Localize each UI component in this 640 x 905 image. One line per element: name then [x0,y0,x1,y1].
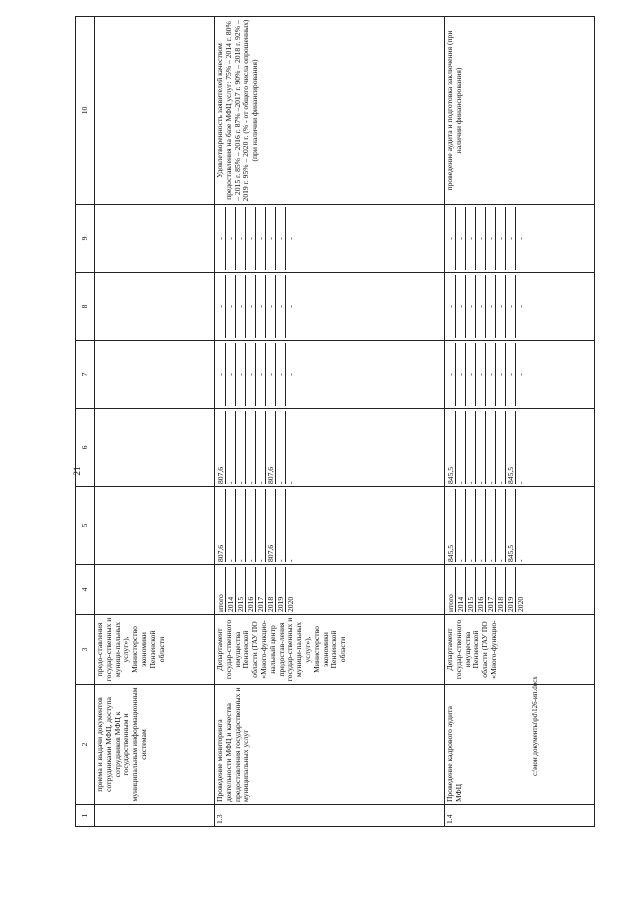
cell-num [95,805,215,827]
cell-result: проведение аудита и подготовка заключения (при наличии финансирования) [445,17,595,205]
stack-line: - [516,559,525,562]
stack-line: - [496,343,506,406]
stack-line: - [496,489,506,562]
cell-col9 [445,205,595,273]
stack-line: 2016 [476,567,486,612]
stack-line: - [506,207,516,270]
stack-line: - [446,207,456,270]
stack-line: - [236,275,246,338]
stack-line: - [496,275,506,338]
cell-col7 [215,341,445,409]
col-header-10: 10 [76,17,95,205]
stack-line: - [476,411,486,484]
stack-line: 2017 [486,567,496,612]
cell-executor: Департамент государ-ственного имущества Пензенской области (ГАУ ПО «Много-функцио-нальный центр предостав-ления государ-ственных и муници-пальных услуг»), Министерство экономики Пензенской области [215,615,445,685]
cell-col8 [215,273,445,341]
stack-line: - [246,207,256,270]
stack-line: - [466,343,476,406]
stack-line: 2019 [506,567,516,612]
stack-line: - [216,275,226,338]
stack-line: - [266,275,276,338]
col-header-7: 7 [76,341,95,409]
stack-line: итого [446,567,456,612]
stack-line: - [266,207,276,270]
stack-line: - [476,207,486,270]
stack-line: - [216,207,226,270]
stack-line: - [226,275,236,338]
cell-col8 [95,273,215,341]
page-number: 21 [72,466,82,476]
cell-years [215,565,445,615]
stack-line: - [456,343,466,406]
stack-line: 2020 [516,596,525,612]
stack-line: - [276,489,286,562]
stack-line: - [516,481,525,484]
stack-line: - [246,411,256,484]
stack-line: 807,6 [266,489,276,562]
cell-action: приема и выдачи документов сотрудниками МФЦ, доступа сотрудников МФЦ к государственным и муниципальным информационным системам [95,685,215,805]
stack-line: - [236,411,246,484]
stack-line: - [516,373,525,376]
stack-line: - [456,207,466,270]
stack-line: 807,6 [216,489,226,562]
footer-file-path: c:\мои документы\pd\126-ип.docx [531,676,539,776]
cell-num: 1.3 [215,805,445,827]
stack-line: - [476,489,486,562]
col-header-3: 3 [76,615,95,685]
stack-line: - [506,275,516,338]
stack-line: - [286,237,295,240]
stack-line: 845,5 [506,489,516,562]
cell-regional [95,409,215,487]
col-header-8: 8 [76,273,95,341]
stack-line: 845,5 [446,489,456,562]
stack-line: - [276,275,286,338]
cell-result: Удовлетворенность заявителей качеством предоставления на базе МФЦ услуг: 75% – 2014 г. 80% – 2015 г. 85% – 2016 г. 87% –2017 г. 90% – 2018 г. 92% – 2019 г. 95% – 2020 г. (% - от общего числа опрошенных) (при наличии финансирования) [215,17,445,205]
stack-line: - [286,481,295,484]
cell-col9 [215,205,445,273]
stack-line: итого [216,567,226,612]
stack-line: - [256,207,266,270]
stack-line: 2014 [456,567,466,612]
col-header-1: 1 [76,805,95,827]
stack-line: 2018 [496,567,506,612]
stack-line: - [486,343,496,406]
cell-action: Проведение кадрового аудита МФЦ [445,685,595,805]
stack-line: - [276,411,286,484]
stack-line: - [446,275,456,338]
stack-line: - [486,275,496,338]
stack-line: 2015 [466,567,476,612]
table-row-1-3 [215,17,445,827]
cell-total [215,487,445,565]
col-header-6: 6 [76,409,95,487]
table-row-continued [95,17,215,827]
rotated-table-container [75,19,595,827]
stack-line: - [256,275,266,338]
stack-line: 2018 [266,567,276,612]
stack-line: - [286,305,295,308]
stack-line: - [226,411,236,484]
header-row [76,17,95,827]
stack-line: - [486,411,496,484]
stack-line: - [236,489,246,562]
stack-line: - [516,237,525,240]
cell-action: Проведение мониторинга деятельности МФЦ и качества предоставления государственных и муниципальных услуг [215,685,445,805]
stack-line: 845,5 [506,411,516,484]
col-header-9: 9 [76,205,95,273]
stack-line: - [466,411,476,484]
stack-line: - [286,559,295,562]
stack-line: - [226,207,236,270]
cell-col8 [445,273,595,341]
stack-line: - [246,275,256,338]
program-table [75,16,595,827]
stack-line: - [456,411,466,484]
stack-line: - [516,305,525,308]
cell-total [95,487,215,565]
stack-line: 807,6 [266,411,276,484]
stack-line: 2014 [226,567,236,612]
col-header-5: 5 [76,487,95,565]
stack-line: 2015 [236,567,246,612]
cell-regional [215,409,445,487]
cell-col7 [95,341,215,409]
cell-executor: предо-ставления государ-ственных и муници-пальных услуг»), Министерство экономики Пензенской области [95,615,215,685]
stack-line: - [236,207,246,270]
stack-line: - [496,207,506,270]
cell-result [95,17,215,205]
cell-years [95,565,215,615]
stack-line: - [246,343,256,406]
stack-line: - [456,489,466,562]
stack-line: - [256,343,266,406]
stack-line: - [506,343,516,406]
stack-line: - [476,343,486,406]
stack-line: 807,6 [216,411,226,484]
cell-num: 1.4 [445,805,595,827]
stack-line: - [216,343,226,406]
col-header-2: 2 [76,685,95,805]
stack-line: - [226,343,236,406]
cell-col7 [445,341,595,409]
stack-line: - [486,489,496,562]
stack-line: - [476,275,486,338]
stack-line: - [446,343,456,406]
cell-years [445,565,595,615]
stack-line: - [466,207,476,270]
stack-line: - [246,489,256,562]
stack-line: - [466,275,476,338]
stack-line: - [266,343,276,406]
cell-regional [445,409,595,487]
stack-line: - [256,489,266,562]
table-row-1-4 [445,17,595,827]
cell-col9 [95,205,215,273]
stack-line: - [286,373,295,376]
stack-line: 2017 [256,567,266,612]
stack-line: - [236,343,246,406]
stack-line: 2020 [286,596,295,612]
stack-line: 2016 [246,567,256,612]
stack-line: 2019 [276,567,286,612]
stack-line: - [456,275,466,338]
cell-total [445,487,595,565]
stack-line: - [226,489,236,562]
stack-line: - [496,411,506,484]
stack-line: - [256,411,266,484]
stack-line: - [486,207,496,270]
stack-line: 845,5 [446,411,456,484]
stack-line: - [466,489,476,562]
stack-line: - [276,343,286,406]
col-header-4: 4 [76,565,95,615]
cell-executor: Департамент государ-ственного имущества Пензенской области (ГАУ ПО «Много-функцио- [445,615,595,685]
stack-line: - [276,207,286,270]
